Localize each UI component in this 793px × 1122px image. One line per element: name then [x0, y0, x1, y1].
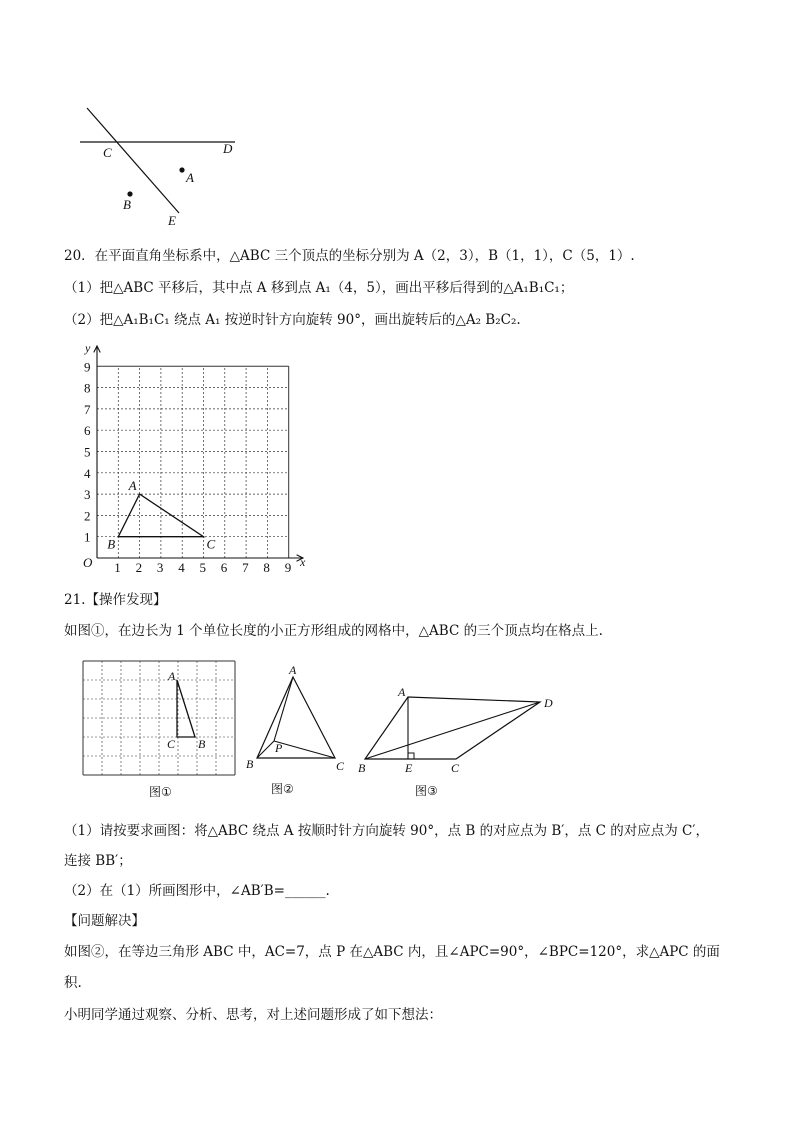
y-tick-label: 8 [84, 380, 91, 396]
fig1-label-c: C [167, 737, 176, 751]
y-tick-label: 1 [84, 529, 91, 545]
fig3-caption: 图③ [415, 784, 438, 798]
vertex-label-b: B [107, 536, 116, 552]
y-tick-label: 4 [84, 465, 91, 481]
axis-y-label: y [85, 341, 91, 355]
q20-part1: （1）把△ABC 平移后，其中点 A 移到点 A₁（4，5），画出平移后得到的△A₁B₁C₁； [64, 280, 574, 296]
x-tick-label: 8 [263, 560, 270, 575]
q21-heading: 21.【操作发现】 [64, 592, 167, 608]
fig3-right-angle-mark [408, 753, 414, 759]
origin-label: O [83, 555, 93, 570]
fig2-label-a: A [289, 663, 297, 677]
x-tick-label: 4 [178, 560, 185, 575]
fig3-quadrilateral-abcd [365, 697, 540, 759]
label-a: A [186, 170, 194, 185]
q21-closing: 小明同学通过观察、分析、思考，对上述问题形成了如下想法： [64, 1007, 442, 1023]
q21-part1-line1: （1）请按要求画图：将△ABC 绕点 A 按顺时针方向旋转 90°，点 B 的对应点为 B′，点 C 的对应点为 C′， [64, 823, 709, 839]
fig2-segment-pb [257, 741, 274, 758]
y-tick-label: 5 [84, 444, 91, 460]
fig2-label-p: P [275, 741, 283, 755]
label-c: C [103, 145, 112, 160]
fig2-segment-pa [274, 677, 293, 741]
y-tick-label: 3 [84, 487, 91, 503]
fig2-segment-pc [274, 741, 335, 758]
q20-part2: （2）把△A₁B₁C₁ 绕点 A₁ 按逆时针方向旋转 90°，画出旋转后的△A₂ B₂C₂. [64, 312, 521, 328]
fig3-label-a: A [398, 685, 406, 699]
x-tick-label: 2 [135, 560, 143, 575]
fig2-caption: 图② [271, 782, 294, 796]
q21-problem-line2: 积. [64, 975, 82, 991]
y-tick-label: 6 [84, 423, 91, 439]
fig3-label-c: C [451, 761, 460, 775]
figure-1-grid [80, 658, 245, 803]
fig2-label-c: C [336, 759, 345, 773]
point-a [179, 167, 184, 172]
line-ce [87, 108, 179, 213]
fig1-triangle-abc [177, 680, 195, 737]
fig1-label-b: B [198, 737, 206, 751]
y-tick-labels [84, 359, 91, 544]
x-tick-labels [114, 560, 291, 575]
y-tick-label: 2 [84, 508, 91, 524]
coordinate-grid-chart [75, 340, 315, 575]
fig1-caption: 图① [149, 785, 172, 799]
x-tick-label: 1 [114, 560, 121, 575]
fig2-label-b: B [246, 757, 254, 771]
point-b [127, 191, 132, 196]
fig3-label-e: E [405, 761, 413, 775]
figure-2-triangle [240, 660, 360, 800]
axis-x-label: x [300, 555, 306, 569]
y-tick-label: 9 [84, 359, 91, 375]
q20-stem: 20．在平面直角坐标系中，△ABC 三个顶点的坐标分别为 A（2，3），B（1，1），C（5，1）. [64, 248, 635, 264]
label-b: B [123, 197, 131, 212]
x-tick-label: 6 [220, 560, 228, 575]
fig3-diagonal-bd [365, 702, 540, 759]
q21-problem-line1: 如图②，在等边三角形 ABC 中，AC=7，点 P 在△ABC 内，且∠APC=90°，∠BPC=120°，求△APC 的面 [64, 944, 720, 960]
label-e: E [168, 213, 176, 228]
fig1-grid-lines [83, 661, 235, 775]
figure-lines-points [70, 100, 250, 230]
y-tick-label: 7 [84, 401, 91, 417]
vertex-labels [107, 478, 215, 552]
vertex-label-a: A [128, 478, 137, 494]
x-tick-label: 3 [156, 560, 164, 575]
q21-part2: （2）在（1）所画图形中，∠AB′B=______. [64, 883, 330, 899]
vertex-label-c: C [206, 536, 216, 552]
x-tick-label: 7 [242, 560, 249, 575]
fig1-label-a: A [168, 669, 176, 683]
q21-heading2: 【问题解决】 [64, 913, 145, 929]
x-tick-label: 9 [284, 560, 292, 575]
label-d: D [223, 141, 233, 156]
x-tick-label: 5 [199, 560, 206, 575]
q21-intro: 如图①，在边长为 1 个单位长度的小正方形组成的网格中，△ABC 的三个顶点均在格点上. [64, 623, 603, 639]
figure-3-quadrilateral [355, 680, 570, 805]
fig3-label-d: D [544, 696, 553, 710]
fig3-label-b: B [358, 761, 366, 775]
q21-part1-line2: 连接 BB′； [64, 853, 132, 869]
